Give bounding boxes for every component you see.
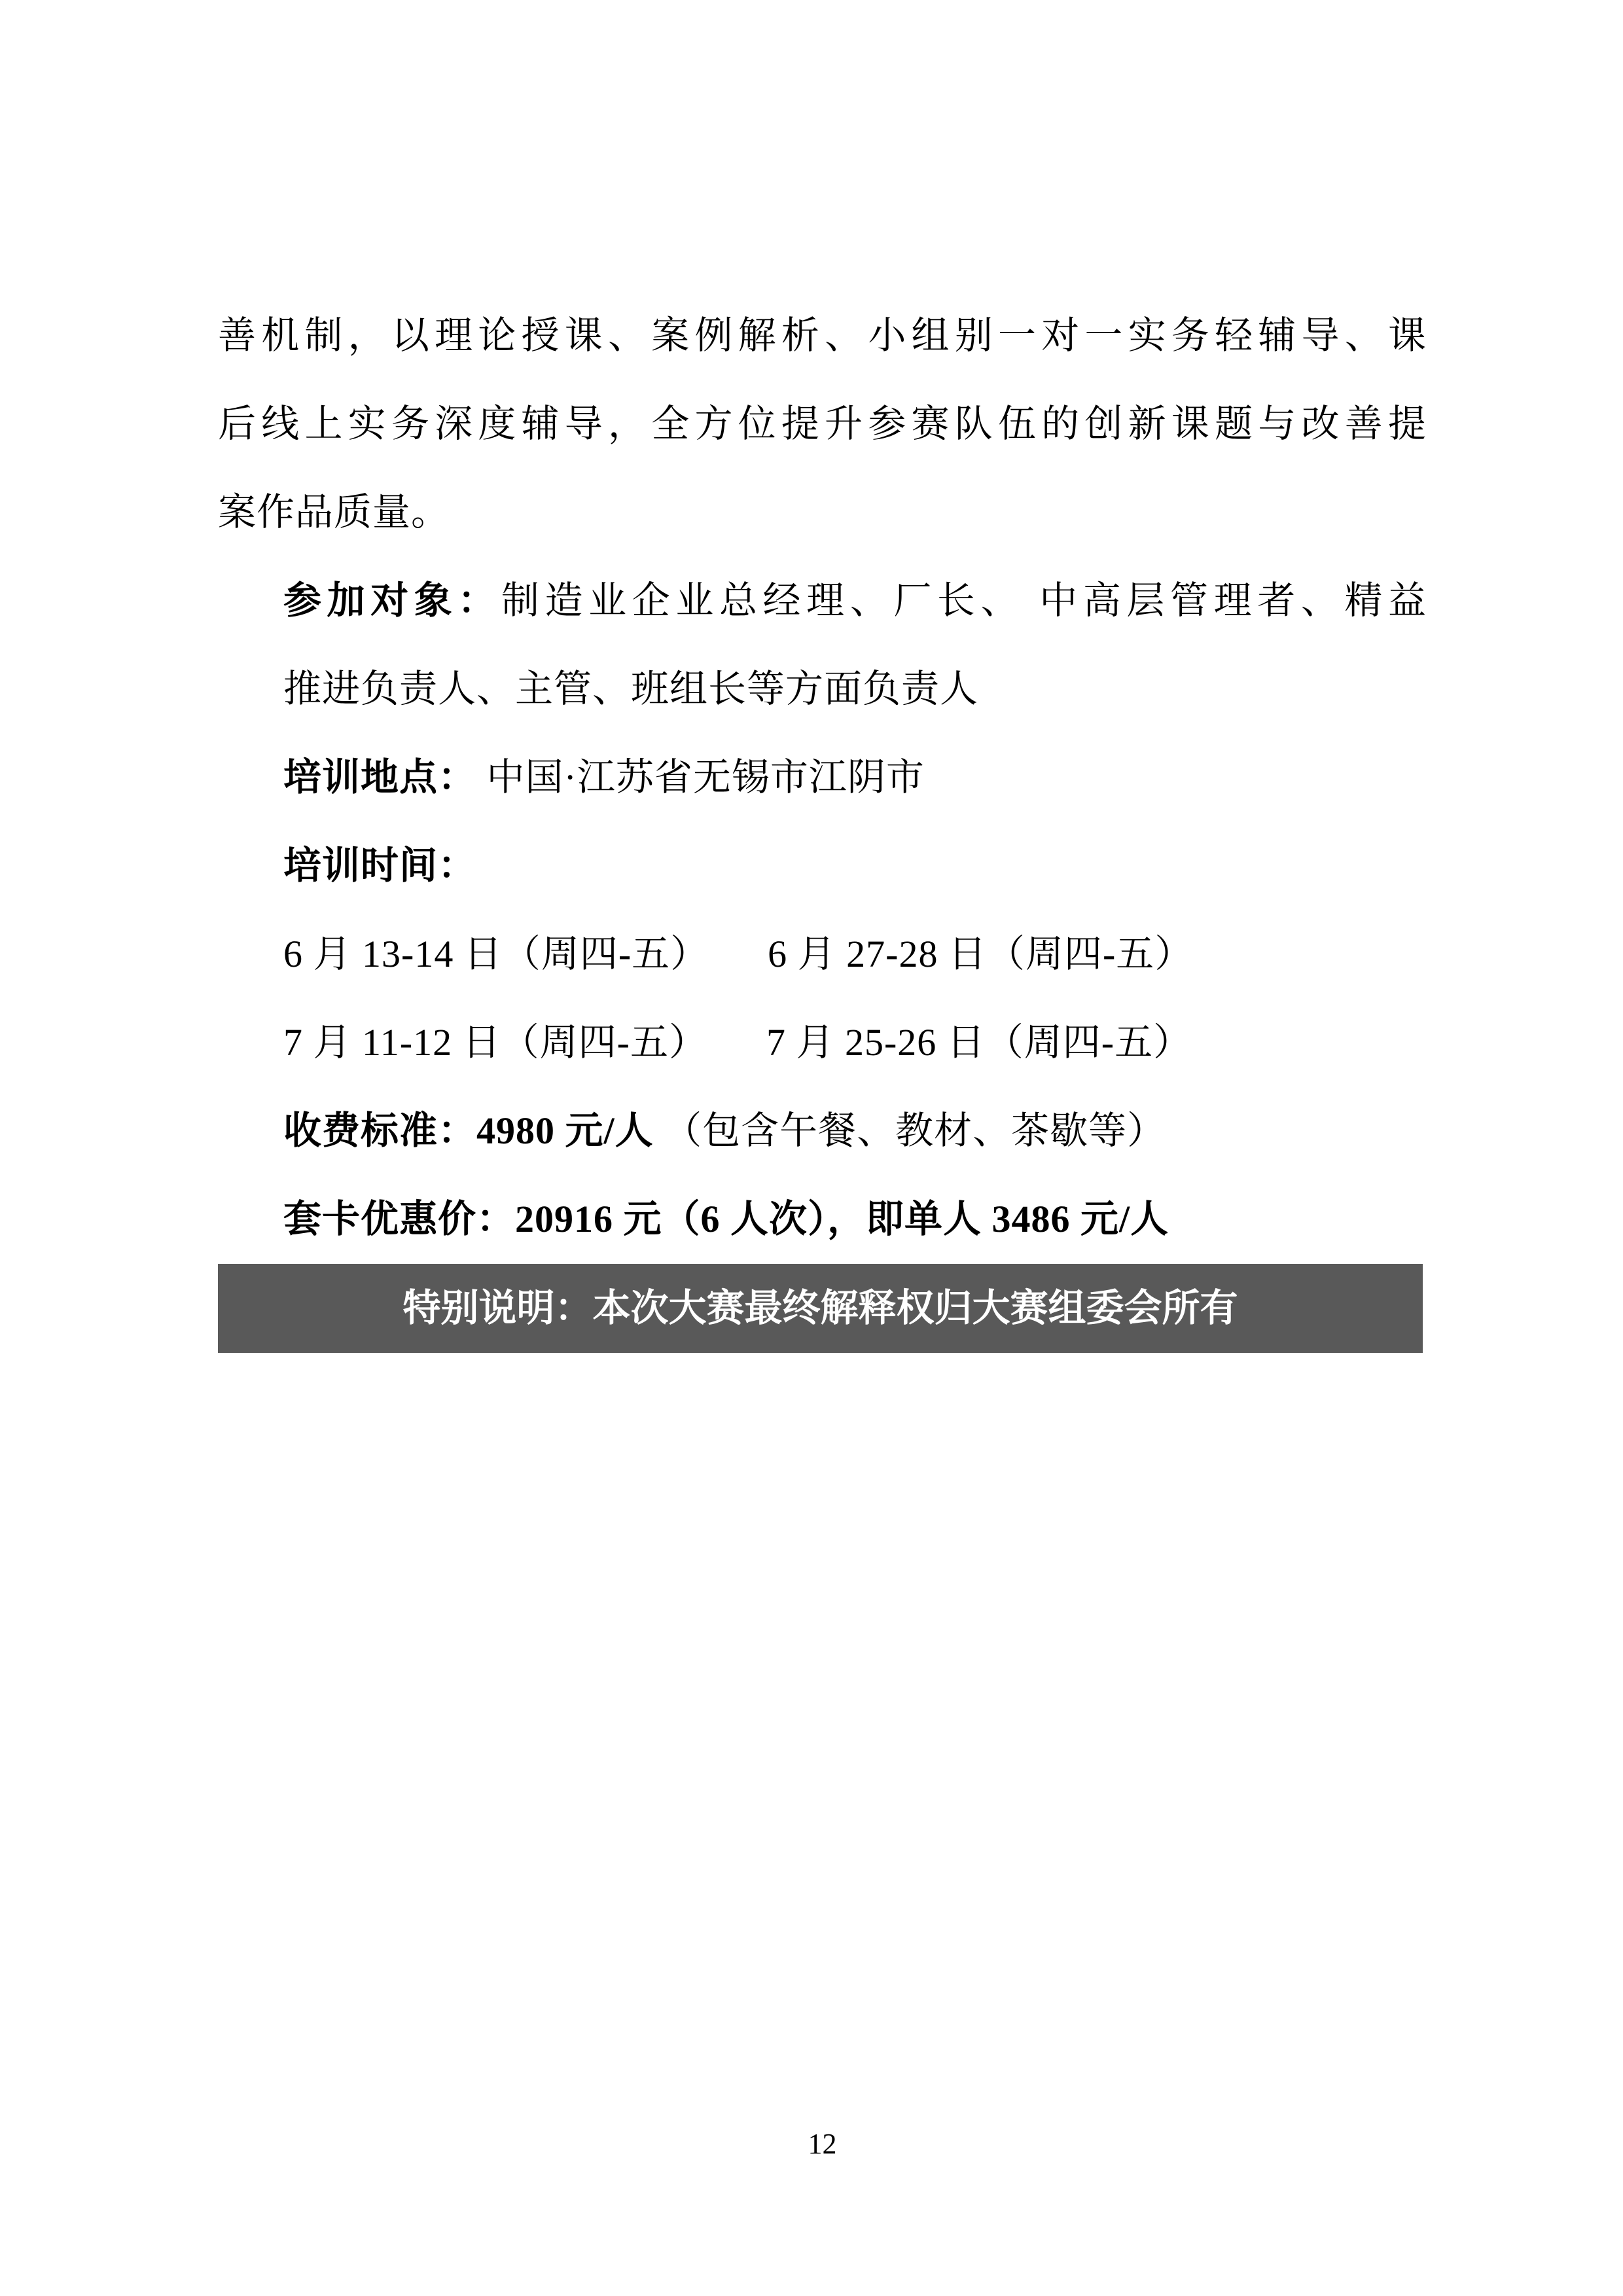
paragraph1-line1: 善机制，以理论授课、案例解析、小组别一对一实务轻辅导、课	[218, 314, 1427, 357]
schedule-row1-left: 6 月 13-14 日（周四-五）	[283, 933, 709, 975]
package-price-line: 套卡优惠价：20916 元（6 人次），即单人 3486 元/人	[283, 1198, 1169, 1240]
fee-note: （包含午餐、教材、茶歇等）	[653, 1109, 1166, 1152]
schedule-row1-right: 6 月 27-28 日（周四-五）	[768, 933, 1194, 975]
participants-line1	[218, 556, 1427, 645]
fee-bold-text: 收费标准：4980 元/人	[283, 1109, 654, 1152]
notice-text: 特别说明：本次大赛最终解释权归大赛组委会所有	[402, 1287, 1238, 1329]
participants-text: 制造业企业总经理、厂长、 中高层管理者、精益	[501, 579, 1427, 622]
schedule-row2-left: 7 月 11-12 日（周四-五）	[283, 1021, 707, 1064]
location-label: 培训地点：	[283, 756, 477, 798]
schedule-row2-right: 7 月 25-26 日（周四-五）	[766, 1021, 1192, 1064]
location-line	[218, 733, 1427, 821]
page-number: 12	[808, 2128, 837, 2160]
schedule-label: 培训时间：	[283, 844, 477, 887]
paragraph1-line2: 后线上实务深度辅导，全方位提升参赛队伍的创新课题与改善提	[218, 403, 1427, 445]
fee-line	[218, 1086, 1427, 1175]
location-value: 中国·江苏省无锡市江阴市	[476, 756, 925, 798]
schedule-label-line	[218, 821, 1427, 910]
schedule-row2	[218, 998, 1427, 1086]
notice-bar	[218, 1264, 1423, 1353]
participants-line2: 推进负责人、主管、班组长等方面负责人	[283, 668, 979, 710]
participants-label: 参加对象：	[283, 579, 501, 622]
paragraph1-line3: 案作品质量。	[218, 491, 450, 533]
document-content	[218, 291, 1427, 1353]
schedule-row1	[218, 910, 1427, 998]
